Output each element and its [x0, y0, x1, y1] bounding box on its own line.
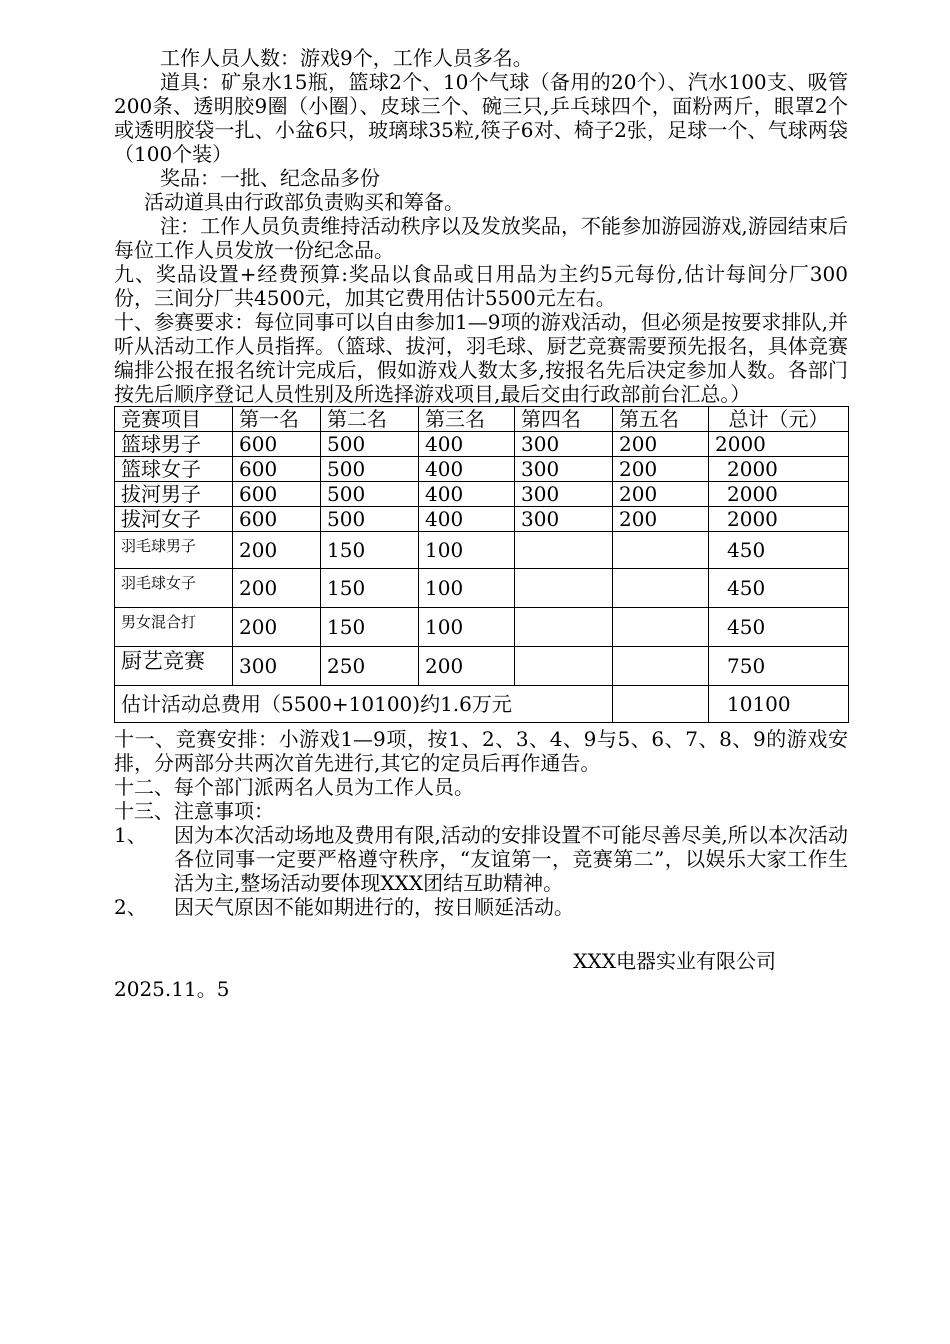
table-cell: 篮球女子 [115, 457, 233, 482]
table-row [115, 647, 849, 686]
company-signature: XXX电器实业有限公司 [573, 949, 776, 973]
table-cell: 200 [613, 482, 709, 507]
table-cell: 篮球男子 [115, 432, 233, 457]
table-cell: 200 [233, 569, 321, 608]
table-cell: 拔河男子 [115, 482, 233, 507]
table-cell: 500 [321, 482, 419, 507]
table-header-cell: 竞赛项目 [115, 407, 233, 432]
table-cell: 600 [233, 482, 321, 507]
prize-table [114, 406, 849, 723]
staff-count-paragraph: 工作人员人数：游戏9个，工作人员多名。 [160, 46, 533, 70]
table-cell: 450 [709, 532, 849, 569]
table-cell: 750 [709, 647, 849, 686]
table-cell: 300 [515, 432, 613, 457]
document-page [114, 46, 848, 1001]
total-value-cell: 10100 [709, 686, 849, 723]
note-item [114, 823, 848, 895]
table-cell: 厨艺竞赛 [115, 647, 233, 686]
table-header-cell: 第一名 [233, 407, 321, 432]
table-cell: 2000 [709, 457, 849, 482]
prizes-paragraph: 奖品：一批、纪念品多份 [160, 166, 380, 190]
table-header-row [115, 407, 849, 432]
table-cell: 500 [321, 432, 419, 457]
note-number: 2、 [114, 895, 147, 919]
table-total-row [115, 686, 849, 723]
table-cell: 2000 [709, 482, 849, 507]
table-row [115, 507, 849, 532]
table-cell: 600 [233, 432, 321, 457]
table-cell [613, 647, 709, 686]
table-cell [515, 569, 613, 608]
note-text: 因天气原因不能如期进行的，按日顺延活动。 [174, 895, 574, 919]
table-cell: 100 [419, 608, 515, 647]
table-cell: 200 [233, 532, 321, 569]
table-cell: 200 [613, 432, 709, 457]
document-date: 2025.11。5 [114, 977, 230, 1001]
table-header-cell: 总计（元） [709, 407, 849, 432]
table-cell: 200 [613, 507, 709, 532]
section-12-paragraph: 十二、每个部门派两名人员为工作人员。 [114, 775, 474, 799]
purchase-paragraph: 活动道具由行政部负责购买和筹备。 [144, 190, 464, 214]
note-paragraph: 注：工作人员负责维持活动秩序以及发放奖品，不能参加游园游戏,游园结束后每位工作人员发放一份纪念品。 [114, 214, 848, 262]
table-cell: 450 [709, 608, 849, 647]
table-row [115, 432, 849, 457]
table-cell: 150 [321, 532, 419, 569]
note-item [114, 895, 848, 919]
table-cell: 羽毛球男子 [115, 532, 233, 569]
section-13-paragraph: 十三、注意事项： [114, 799, 274, 823]
table-cell: 200 [613, 457, 709, 482]
table-cell: 400 [419, 482, 515, 507]
table-cell: 250 [321, 647, 419, 686]
table-cell: 400 [419, 507, 515, 532]
table-row [115, 457, 849, 482]
table-cell: 2000 [709, 432, 849, 457]
table-cell: 300 [515, 482, 613, 507]
table-cell: 500 [321, 457, 419, 482]
table-cell: 300 [515, 507, 613, 532]
table-cell: 600 [233, 507, 321, 532]
section-11-paragraph: 十一、竞赛安排：小游戏1—9项，按1、2、3、4、9与5、6、7、8、9的游戏安排，分两部分共两次首先进行,其它的定员后再作通告。 [114, 727, 848, 775]
note-text: 因为本次活动场地及费用有限,活动的安排设置不可能尽善尽美,所以本次活动各位同事一定要严格遵守秩序，“友谊第一，竞赛第二”，以娱乐大家工作生活为主,整场活动要体现XXX团结互助精神。 [174, 823, 848, 895]
table-header-cell: 第三名 [419, 407, 515, 432]
table-cell: 男女混合打 [115, 608, 233, 647]
table-header-cell: 第四名 [515, 407, 613, 432]
total-label-cell: 估计活动总费用（5500+10100)约1.6万元 [115, 686, 613, 723]
table-row [115, 569, 849, 608]
section-9-paragraph: 九、奖品设置+经费预算:奖品以食品或日用品为主约5元每份,估计每间分厂300份，三间分厂共4500元，加其它费用估计5500元左右。 [114, 262, 848, 310]
props-paragraph: 道具：矿泉水15瓶，篮球2个、10个气球（备用的20个）、汽水100支、吸管200条、透明胶9圈（小圈）、皮球三个、碗三只,乒乓球四个，面粉两斤，眼罩2个或透明胶袋一扎、小盆6只，玻璃球35粒,筷子6对、椅子2张，足球一个、气球两袋（100个装） [114, 70, 848, 166]
table-cell: 100 [419, 569, 515, 608]
table-cell: 450 [709, 569, 849, 608]
table-cell [613, 686, 709, 723]
table-cell: 拔河女子 [115, 507, 233, 532]
table-row [115, 532, 849, 569]
table-cell [515, 608, 613, 647]
section-10-paragraph: 十、参赛要求：每位同事可以自由参加1—9项的游戏活动，但必须是按要求排队,并听从活动工作人员指挥。（篮球、拔河，羽毛球、厨艺竞赛需要预先报名，具体竞赛编排公报在报名统计完成后，假如游戏人数太多,按报名先后决定参加人数。各部门按先后顺序登记人员性别及所选择游戏项目,最后交由行政部前台汇总。） [114, 310, 848, 406]
table-cell: 150 [321, 608, 419, 647]
table-cell [515, 647, 613, 686]
table-header-cell: 第五名 [613, 407, 709, 432]
table-cell: 2000 [709, 507, 849, 532]
table-cell: 羽毛球女子 [115, 569, 233, 608]
table-row [115, 608, 849, 647]
table-cell: 300 [233, 647, 321, 686]
table-cell: 400 [419, 457, 515, 482]
table-cell [613, 608, 709, 647]
note-number: 1、 [114, 823, 147, 847]
table-cell: 300 [515, 457, 613, 482]
table-cell [613, 532, 709, 569]
table-cell: 100 [419, 532, 515, 569]
table-cell: 400 [419, 432, 515, 457]
table-cell [613, 569, 709, 608]
table-cell: 200 [233, 608, 321, 647]
table-cell: 600 [233, 457, 321, 482]
table-header-cell: 第二名 [321, 407, 419, 432]
table-cell [515, 532, 613, 569]
table-cell: 500 [321, 507, 419, 532]
table-cell: 150 [321, 569, 419, 608]
table-row [115, 482, 849, 507]
table-cell: 200 [419, 647, 515, 686]
